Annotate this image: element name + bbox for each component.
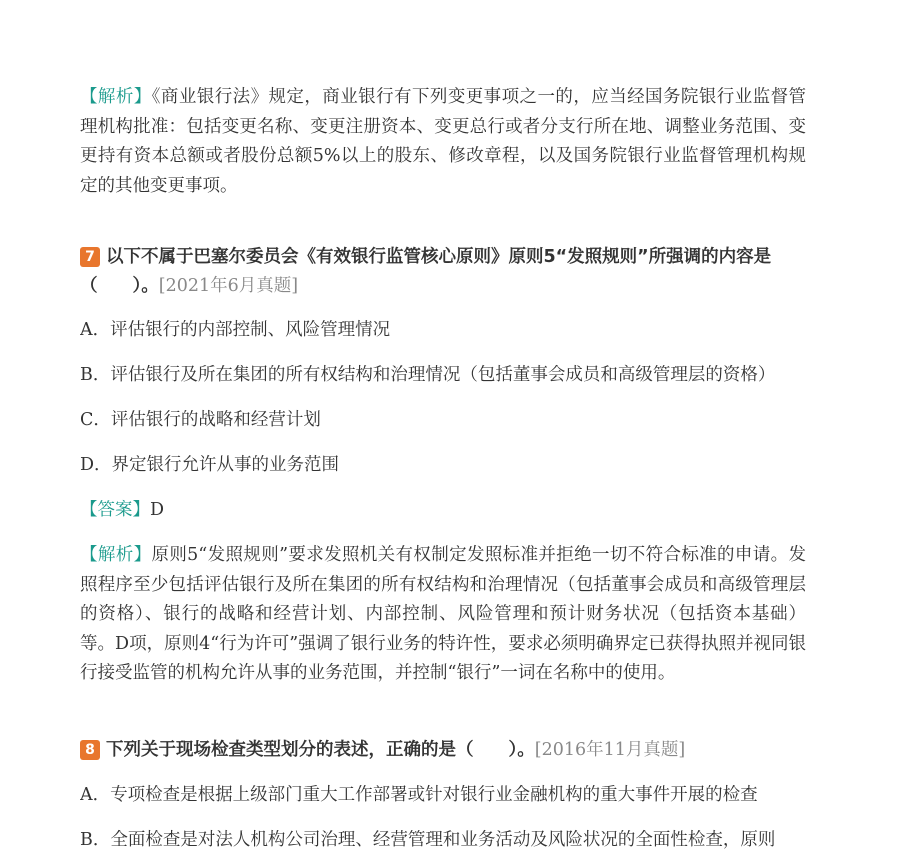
option-a: A．专项检查是根据上级部门重大工作部署或针对银行业金融机构的重大事件开展的检查 bbox=[80, 785, 758, 805]
option-b: B．全面检查是对法人机构公司治理、经营管理和业务活动及风险状况的全面性检查，原则 bbox=[80, 830, 776, 850]
option-a: A．评估银行的内部控制、风险管理情况 bbox=[80, 320, 391, 340]
explanation-tag: 【解析】 bbox=[80, 87, 152, 107]
question-text: 下列关于现场检查类型划分的表述，正确的是（ ）。 bbox=[106, 740, 535, 760]
question-7-title bbox=[80, 243, 806, 301]
answer-line bbox=[80, 496, 806, 525]
explanation-tag: 【解析】 bbox=[80, 545, 152, 565]
question-number-badge: 8 bbox=[80, 740, 100, 760]
option-c: C．评估银行的战略和经营计划 bbox=[80, 410, 321, 430]
explanation-text: 原则5“发照规则”要求发照机关有权制定发照标准并拒绝一切不符合标准的申请。发照程序至少包括评估银行及所在集团的所有权结构和治理情况（包括董事会成员和高级管理层的资格）、银行的战略和经营计划、内部控制、风险管理和预计财务状况（包括资本基础）等。D项，原则4“行为许可”强调了银行业务的特许性，要求必须明确界定已获得执照并视同银行接受监管的机构允许从事的业务范围，并控制“银行”一词在名称中的使用。 bbox=[80, 545, 806, 683]
question-text: 以下不属于巴塞尔委员会《有效银行监管核心原则》原则5“发照规则”所强调的内容是（ ）。 bbox=[80, 247, 772, 296]
option-d: D．界定银行允许从事的业务范围 bbox=[80, 455, 340, 475]
answer-value: D bbox=[150, 500, 165, 520]
explanation-text: 《商业银行法》规定，商业银行有下列变更事项之一的，应当经国务院银行业监督管理机构批准：包括变更名称、变更注册资本、变更总行或者分支行所在地、调整业务范围、变更持有资本总额或者股份总额5%以上的股东、修改章程，以及国务院银行业监督管理机构规定的其他变更事项。 bbox=[80, 87, 806, 196]
document-page bbox=[80, 0, 806, 861]
question-8-title bbox=[80, 736, 806, 765]
question-7-explanation bbox=[80, 541, 806, 689]
option-b: B．评估银行及所在集团的所有权结构和治理情况（包括董事会成员和高级管理层的资格） bbox=[80, 365, 776, 385]
question-number-badge: 7 bbox=[80, 247, 100, 267]
question-source: [2016年11月真题] bbox=[534, 740, 686, 760]
answer-tag: 【答案】 bbox=[80, 500, 150, 520]
question-source: [2021年6月真题] bbox=[158, 276, 299, 296]
prev-explanation bbox=[80, 83, 806, 201]
